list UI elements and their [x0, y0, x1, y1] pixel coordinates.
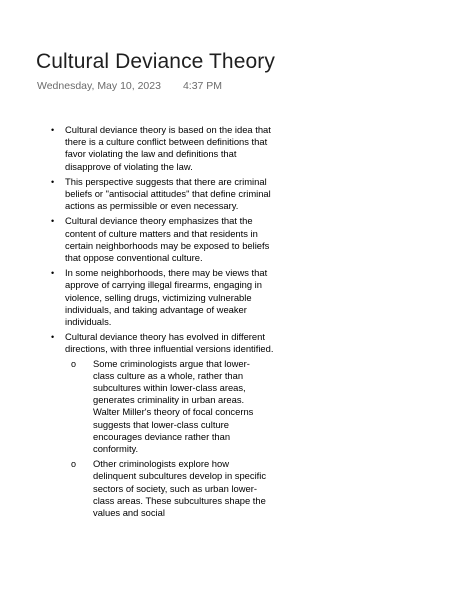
list-item-text: Cultural deviance theory has evolved in different directions, with three influential versions identified. [65, 331, 274, 355]
sub-list-item-text: Some criminologists argue that lower-class culture as a whole, rather than subcultures within lower-class areas, generates criminality in urban areas. Walter Miller's theory of focal concerns suggests that lower-class culture encourages deviance rather than conformity. [93, 357, 254, 455]
sub-bullet-list [71, 357, 269, 520]
bullet-icon: • [51, 176, 55, 187]
page-title: Cultural Deviance Theory [36, 50, 275, 73]
sub-list-item [71, 357, 269, 456]
sub-list-item-text: Other criminologists explore how delinquent subcultures develop in specific sectors of society, such as urban lower-class areas. These subcultures shape the values and social [93, 458, 267, 519]
note-body [51, 124, 277, 522]
list-item [51, 124, 277, 173]
list-item-text: Cultural deviance theory is based on the idea that there is a culture conflict between definitions that favor violating the law and definitions that disapprove of violating the law. [65, 124, 271, 172]
bullet-list [51, 124, 277, 519]
list-item-text: In some neighborhoods, there may be views that approve of carrying illegal firearms, engaging in violence, selling drugs, victimizing vulnerable individuals, and taking advantage of weaker individuals. [65, 267, 268, 328]
bullet-icon: • [51, 332, 55, 343]
note-timestamp [37, 80, 222, 92]
note-date: Wednesday, May 10, 2023 [37, 80, 161, 92]
list-item-text: This perspective suggests that there are criminal beliefs or "antisocial attitudes" that define criminal actions as permissible or even necessary. [65, 175, 271, 212]
sub-list-item [71, 458, 269, 519]
list-item [51, 267, 277, 328]
list-item-text: Cultural deviance theory emphasizes that the content of culture matters and that residents in certain neighborhoods may be exposed to beliefs that oppose conventional culture. [65, 215, 270, 264]
bullet-icon: • [51, 216, 55, 227]
list-item [51, 215, 277, 264]
circle-bullet-icon: o [71, 459, 77, 470]
note-time: 4:37 PM [182, 80, 223, 92]
bullet-icon: • [51, 268, 55, 279]
bullet-icon: • [51, 125, 55, 135]
page-fade-overlay [0, 560, 474, 613]
circle-bullet-icon: o [71, 358, 77, 369]
list-item [51, 175, 277, 213]
list-item [51, 331, 277, 519]
